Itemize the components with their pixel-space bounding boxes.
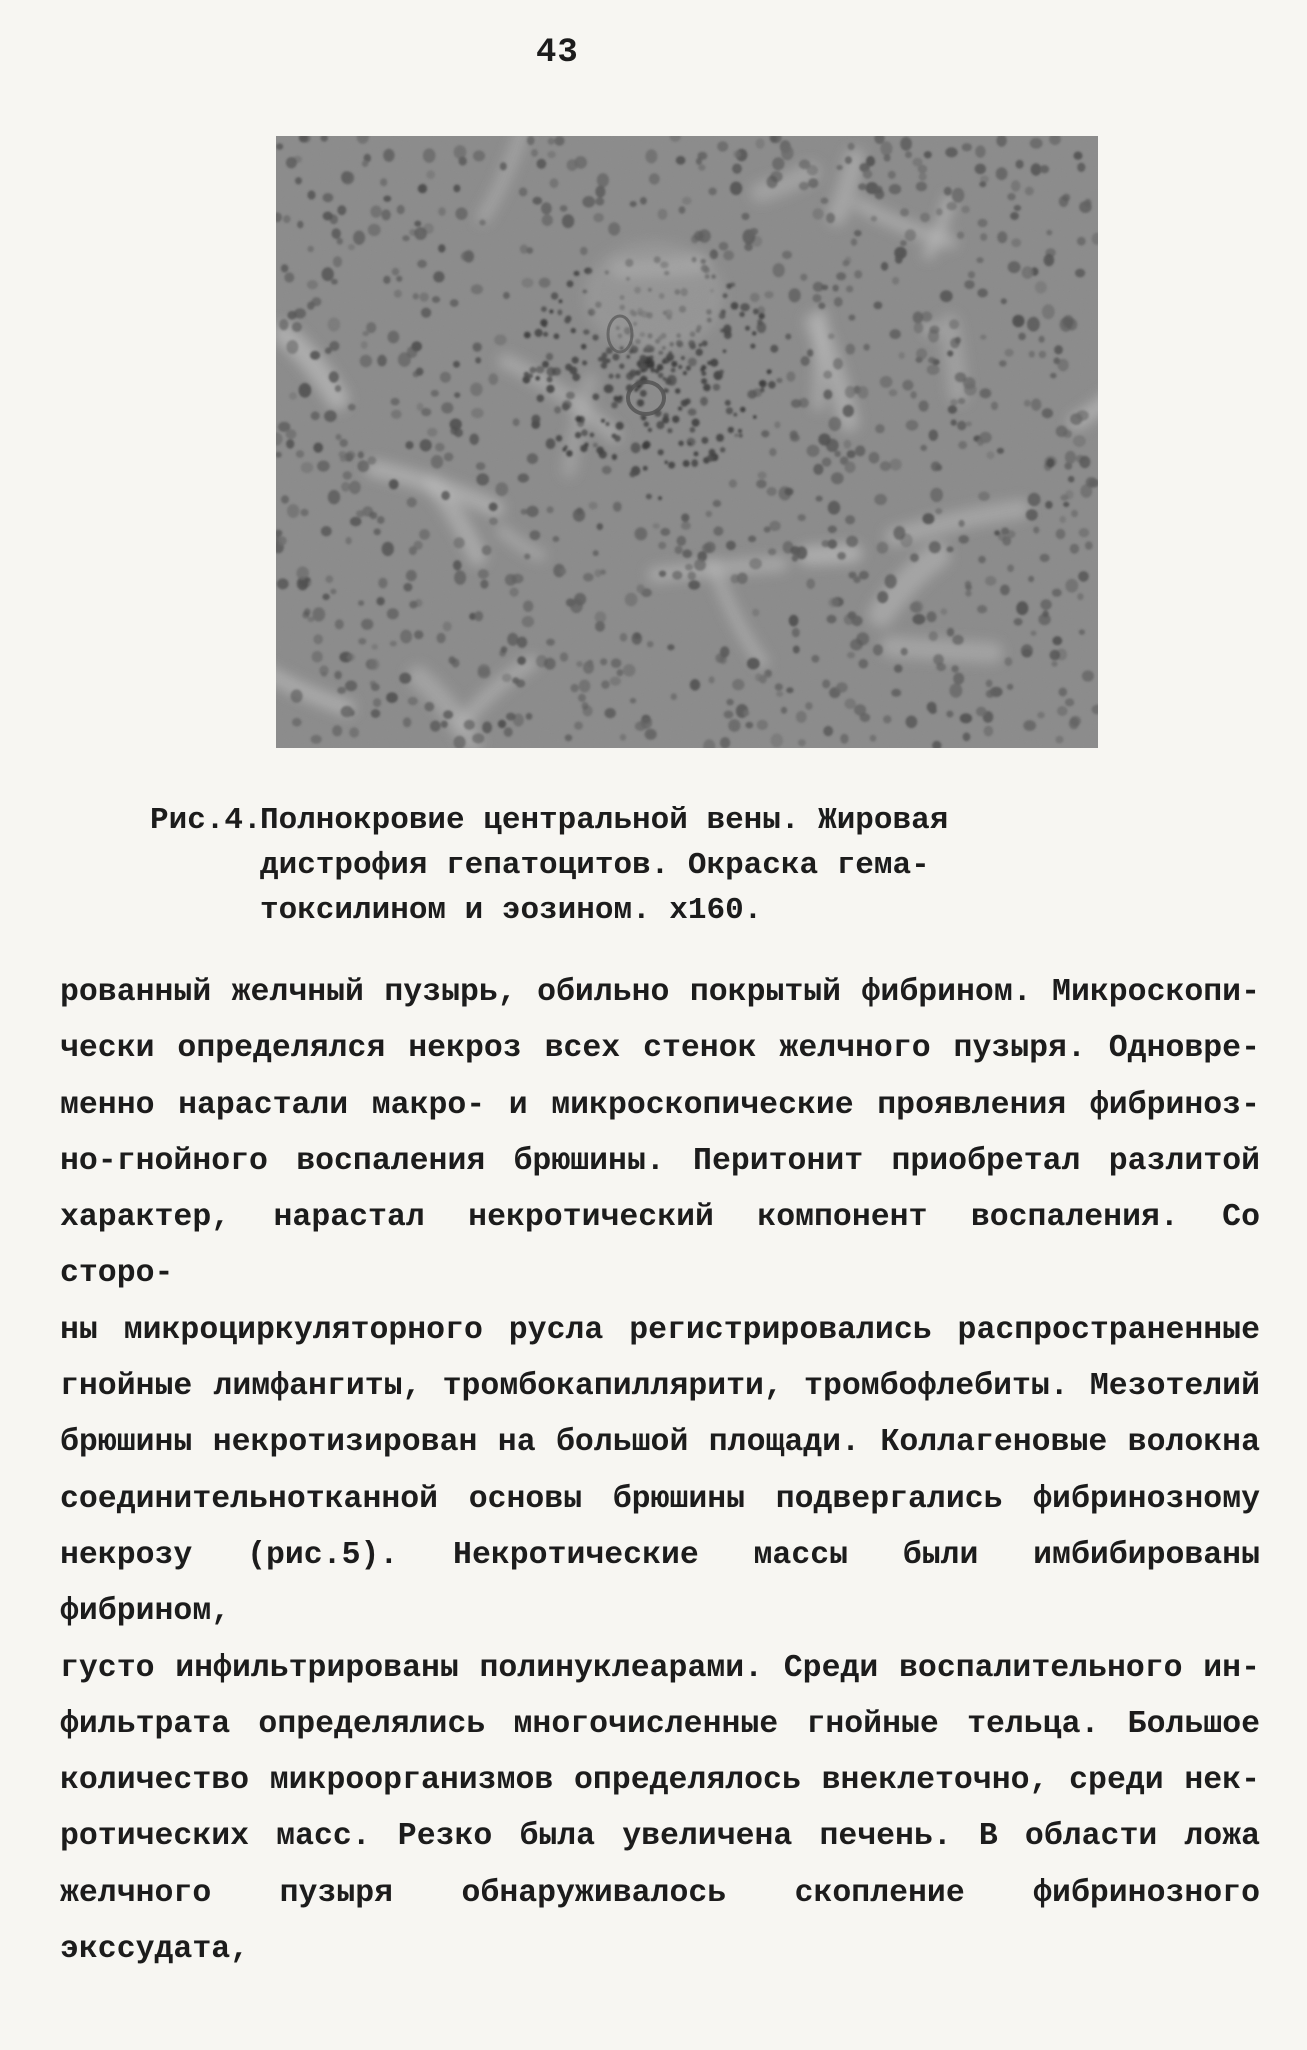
body-text (60, 965, 1260, 1978)
text-line: но-гнойного воспаления брюшины. Перитонит приобретал разлитой (60, 1143, 1260, 1179)
caption-line (150, 798, 948, 843)
text-line: густо инфильтрированы полинуклеарами. Среди воспалительного ин- (60, 1650, 1260, 1686)
text-line: рованный желчный пузырь, обильно покрытый фибрином. Микроскопи- (60, 975, 1260, 1010)
caption-text: токсилином и эозином. х160. (260, 893, 763, 928)
text-line: менно нарастали макро- и микроскопические проявления фибриноз- (60, 1087, 1260, 1123)
micrograph-photo (276, 136, 1098, 748)
micrograph-image (276, 136, 1098, 748)
text-line: ротических масс. Резко была увеличена печень. В области ложа (60, 1819, 1260, 1855)
text-line: характер, нарастал некротический компонент воспаления. Со сторо- (60, 1200, 1260, 1292)
text-line: соединительнотканной основы брюшины подвергались фибринозному (60, 1481, 1260, 1517)
text-line: гнойные лимфангиты, тромбокапиллярити, тромбофлебиты. Мезотелий (60, 1369, 1260, 1405)
caption-text: дистрофия гепатоцитов. Окраска гема- (260, 848, 930, 883)
figure-label: Рис.4. (150, 803, 262, 838)
text-line: ны микроциркуляторного русла регистрировались распространенные (60, 1312, 1260, 1348)
text-line: фильтрата определялись многочисленные гнойные тельца. Большое (60, 1706, 1260, 1742)
page-number: 43 (536, 34, 579, 72)
figure-caption (150, 798, 948, 933)
text-line: количество микроорганизмов определялось внеклеточно, среди нек- (60, 1763, 1260, 1799)
text-line: чески определялся некроз всех стенок желчного пузыря. Одновре- (60, 1031, 1260, 1067)
caption-text: Полнокровие центральной вены. Жировая (260, 803, 949, 838)
text-line: брюшины некротизирован на большой площади. Коллагеновые волокна (60, 1425, 1260, 1461)
caption-line (150, 843, 948, 888)
text-line: некрозу (рис.5). Некротические массы были имбибированы фибрином, (60, 1537, 1260, 1630)
caption-line (150, 888, 948, 933)
text-line: желчного пузыря обнаруживалось скопление фибринозного экссудата, (60, 1875, 1260, 1968)
